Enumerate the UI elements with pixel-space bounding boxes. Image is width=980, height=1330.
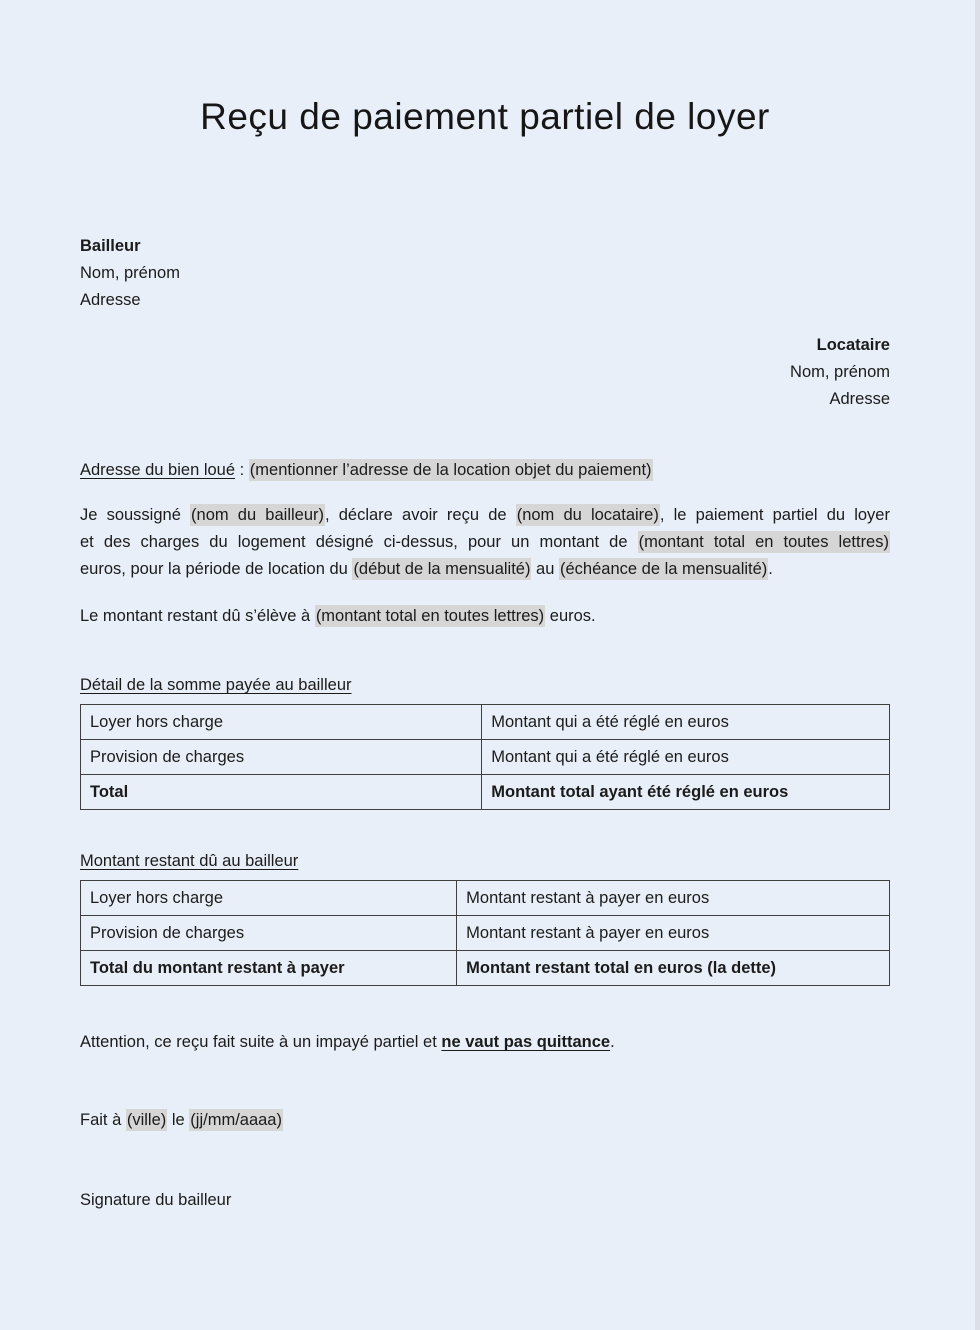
bailleur-block bbox=[80, 233, 890, 314]
text-run: , le paiement partiel du loyer bbox=[659, 506, 890, 524]
bailleur-name: Nom, prénom bbox=[80, 264, 180, 282]
table-cell-value: Montant total ayant été réglé en euros bbox=[482, 775, 890, 810]
locataire-address: Adresse bbox=[829, 390, 890, 408]
table-cell-label: Total bbox=[81, 775, 482, 810]
table-row bbox=[81, 916, 890, 951]
text-run: . bbox=[768, 560, 773, 578]
text-run: euros. bbox=[545, 607, 596, 625]
text-run: et des charges du logement désigné ci-dessus, pour un montant de bbox=[80, 533, 638, 551]
text-run: Fait à bbox=[80, 1111, 126, 1129]
document-content bbox=[0, 95, 980, 1214]
table-row bbox=[81, 705, 890, 740]
placeholder-field: (nom du locataire) bbox=[516, 506, 659, 524]
text-run: Adresse du bien loué bbox=[80, 461, 236, 479]
paid-amount-table bbox=[80, 704, 890, 810]
attention-note bbox=[80, 1029, 890, 1056]
placeholder-field: (début de la mensualité) bbox=[353, 560, 531, 578]
table-cell-value: Montant restant à payer en euros bbox=[457, 881, 890, 916]
table-cell-value: Montant qui a été réglé en euros bbox=[482, 740, 890, 775]
table-cell-label: Provision de charges bbox=[81, 916, 457, 951]
table-cell-label: Total du montant restant à payer bbox=[81, 951, 457, 986]
table-row bbox=[81, 775, 890, 810]
remaining-amount-paragraph bbox=[80, 603, 890, 630]
page-title: Reçu de paiement partiel de loyer bbox=[200, 96, 770, 137]
text-run: Attention, ce reçu fait suite à un impayé partiel et bbox=[80, 1033, 442, 1051]
table-cell-value: Montant restant total en euros (la dette) bbox=[457, 951, 890, 986]
locataire-label: Locataire bbox=[816, 336, 890, 354]
table-cell-value: Montant qui a été réglé en euros bbox=[482, 705, 890, 740]
text-run: au bbox=[531, 560, 559, 578]
scrollbar-track[interactable] bbox=[975, 0, 980, 1330]
text-run: . bbox=[610, 1033, 615, 1051]
table-row bbox=[81, 740, 890, 775]
text-run: Le montant restant dû s’élève à bbox=[80, 607, 315, 625]
placeholder-field: (ville) bbox=[126, 1111, 167, 1129]
bailleur-address: Adresse bbox=[80, 291, 141, 309]
text-run: Je soussigné bbox=[80, 506, 191, 524]
paragraph-line bbox=[80, 502, 890, 529]
text-run: le bbox=[167, 1111, 190, 1129]
section-heading-paid-detail: Détail de la somme payée au bailleur bbox=[80, 676, 352, 694]
placeholder-field: (montant total en toutes lettres) bbox=[315, 607, 545, 625]
table-cell-label: Loyer hors charge bbox=[81, 705, 482, 740]
signature-label: Signature du bailleur bbox=[80, 1191, 232, 1209]
locataire-name: Nom, prénom bbox=[790, 363, 890, 381]
table-cell-label: Loyer hors charge bbox=[81, 881, 457, 916]
text-run: euros, pour la période de location du bbox=[80, 560, 353, 578]
placeholder-field: (mentionner l’adresse de la location objet du paiement) bbox=[249, 461, 652, 479]
placeholder-field: (jj/mm/aaaa) bbox=[190, 1111, 282, 1129]
placeholder-field: (échéance de la mensualité) bbox=[560, 560, 768, 578]
remaining-amount-table bbox=[80, 880, 890, 986]
text-run: : bbox=[235, 461, 249, 479]
text-run: ne vaut pas quittance bbox=[441, 1033, 611, 1051]
text-run: , déclare avoir reçu de bbox=[325, 506, 516, 524]
table-row bbox=[81, 951, 890, 986]
table-cell-value: Montant restant à payer en euros bbox=[457, 916, 890, 951]
paragraph-line bbox=[80, 529, 890, 556]
table-row bbox=[81, 881, 890, 916]
bailleur-label: Bailleur bbox=[80, 237, 141, 255]
table-cell-label: Provision de charges bbox=[81, 740, 482, 775]
declaration-paragraph bbox=[80, 502, 890, 583]
rented-property-address-line bbox=[80, 457, 890, 484]
paragraph-line bbox=[80, 556, 890, 583]
place-and-date-line bbox=[80, 1107, 890, 1134]
section-heading-remaining: Montant restant dû au bailleur bbox=[80, 852, 299, 870]
locataire-block bbox=[80, 332, 890, 413]
placeholder-field: (montant total en toutes lettres) bbox=[638, 533, 889, 551]
placeholder-field: (nom du bailleur) bbox=[191, 506, 324, 524]
